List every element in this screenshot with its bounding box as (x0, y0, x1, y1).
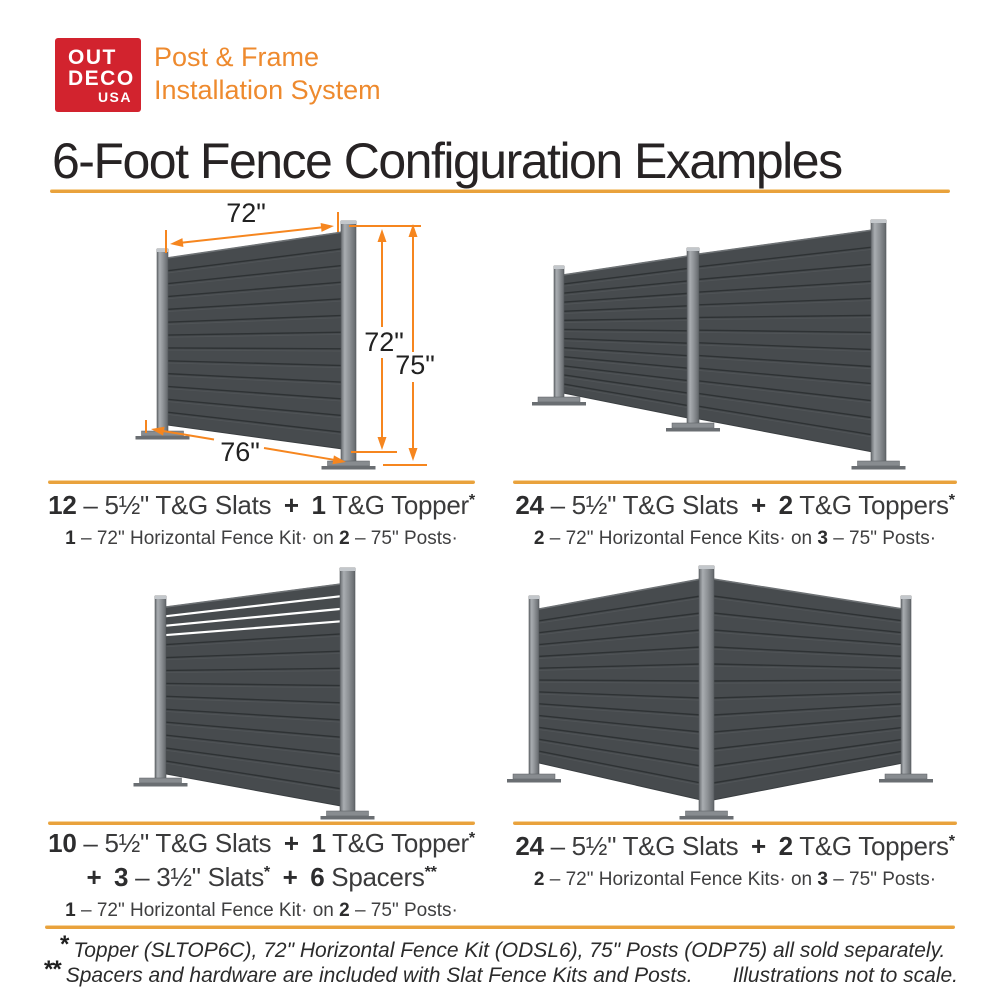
config-caption-2 (513, 490, 957, 550)
config2-main-line: 24 – 5½" T&G Slats + 2 T&G Toppers* (515, 490, 955, 520)
dimension-label-bottom-width: 76" (220, 437, 260, 467)
logo-text-out: OUT (68, 46, 117, 69)
logo-text-deco: DECO (68, 67, 135, 90)
config3-main-line2: + 3 – 3½" Slats* + 6 Spacers** (86, 862, 437, 892)
config3-main-line1: 10 – 5½" T&G Slats + 1 T&G Topper* (48, 828, 475, 858)
dimension-label-post-height: 75" (395, 350, 435, 380)
config1-detail-line: 1 – 72" Horizontal Fence Kit· on 2 – 75" Posts· (65, 528, 458, 549)
footnote1-text: Topper (SLTOP6C), 72" Horizontal Fence Kit (ODSL6), 75" Posts (ODP75) all sold separately. (73, 939, 946, 962)
config4-detail-line: 2 – 72" Horizontal Fence Kits· on 3 – 75" Posts· (533, 869, 937, 890)
footnote1-marker: * (60, 931, 69, 958)
footnote-1 (60, 931, 946, 964)
divider-top-right (513, 480, 957, 484)
tagline-line1: Post & Frame (154, 42, 320, 72)
footnote-2 (44, 956, 693, 989)
tagline-line2: Installation System (154, 75, 381, 105)
brand-logo (55, 38, 141, 112)
dimension-label-slat-height: 72" (364, 327, 404, 357)
config1-main-line: 12 – 5½" T&G Slats + 1 T&G Topper* (48, 490, 475, 520)
config-caption-3 (48, 828, 475, 922)
dimension-label-top-width: 72" (226, 198, 266, 228)
config4-main-line: 24 – 5½" T&G Slats + 2 T&G Toppers* (515, 831, 955, 861)
config3-detail-line: 1 – 72" Horizontal Fence Kit· on 2 – 75" Posts· (65, 900, 458, 921)
divider-top-left (48, 480, 475, 484)
scale-note: Illustrations not to scale. (732, 964, 958, 987)
footnote2-text: Spacers and hardware are included with Slat Fence Kits and Posts. (65, 964, 693, 987)
divider-bottom-left (48, 821, 475, 825)
logo-text-usa: USA (97, 89, 132, 105)
config-caption-4 (513, 831, 957, 891)
divider-bottom-right (513, 821, 957, 825)
config2-detail-line: 2 – 72" Horizontal Fence Kits· on 3 – 75" Posts· (533, 528, 937, 549)
footer-divider (45, 925, 955, 929)
page-title: 6-Foot Fence Configuration Examples (52, 133, 842, 189)
title-underline (50, 189, 950, 193)
brand-tagline (154, 41, 381, 107)
footnote2-marker: ** (44, 956, 61, 983)
config-caption-1 (48, 490, 475, 550)
